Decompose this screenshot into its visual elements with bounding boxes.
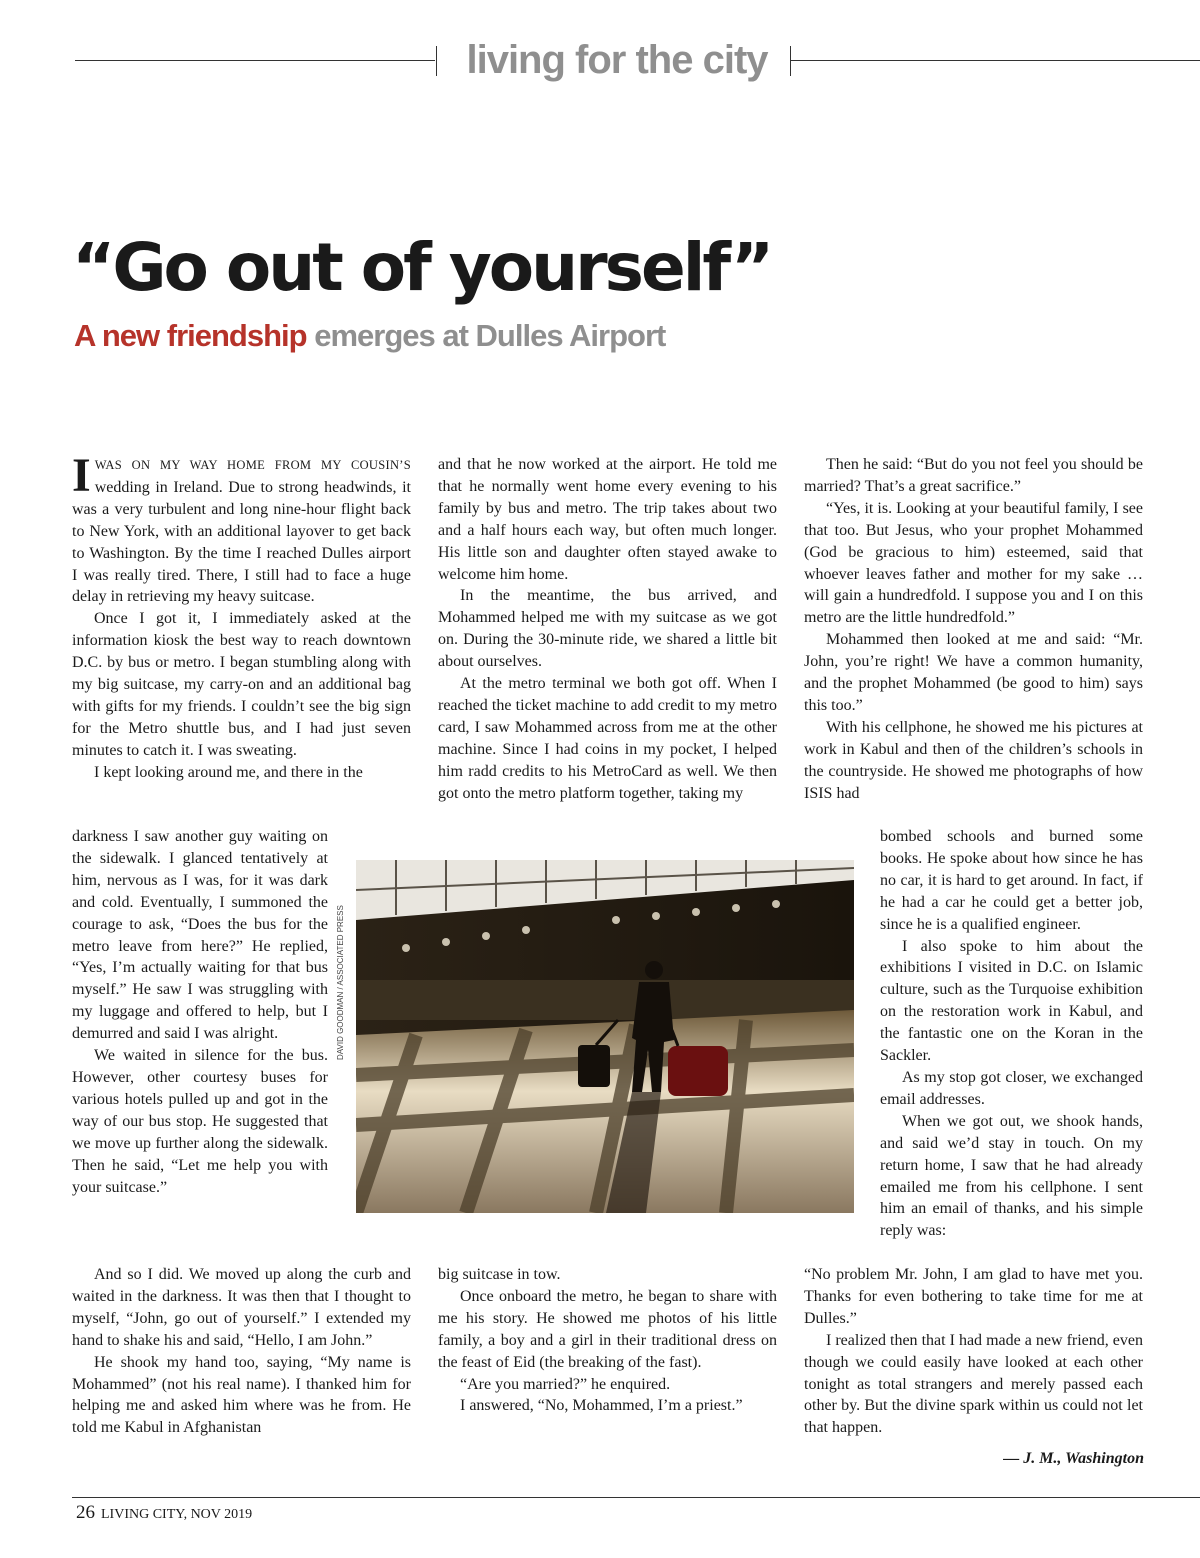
paragraph: I also spoke to him about the exhibitions I visited in D.C. on Islamic culture, such as the Turquoise exhibition on the restoration work in Kabul, and the fantastic one on the Koran in the Sackler. xyxy=(880,937,1143,1065)
header-rule-right xyxy=(791,60,1200,61)
paragraph: Mohammed then looked at me and said: “Mr. John, you’re right! We have a common humanity, and the prophet Mohammed (be good to him) says this too.” xyxy=(804,631,1143,714)
column-3-bottom xyxy=(804,1264,1143,1439)
subtitle-highlight: A new friendship xyxy=(74,318,307,353)
lead-text: wedding in Ireland. Due to strong headwinds, it was a very turbulent and long nine-hour flight back to New York, with an additional layover to get back to Washington. By the time I reached Dulles airport I was really tired. There, I still had to face a huge delay in retrieving my heavy suitcase. xyxy=(72,478,411,606)
footer-rule xyxy=(72,1497,1200,1498)
page-number: 26 xyxy=(76,1502,95,1523)
paragraph-continued: bombed schools and burned some books. He spoke about how since he has no car, it is hard to get around. In fact, if he had a car he could get a better job, since he is a qualified engineer. xyxy=(880,828,1143,933)
paragraph: I answered, “No, Mohammed, I’m a priest.” xyxy=(460,1397,743,1415)
paragraph-continued: and that he now worked at the airport. He told me that he normally went home every evening to his family by bus and metro. The trip takes about two and a half hours each way, but often much longer. His little son and daughter often stayed awake to welcome him home. xyxy=(438,456,777,583)
paragraph: As my stop got closer, we exchanged email addresses. xyxy=(880,1068,1143,1108)
airport-traveler-photo xyxy=(356,860,854,1213)
paragraph-continued: darkness I saw another guy waiting on the sidewalk. I glanced tentatively at him, nervous as I was, for it was dark and cold. Eventually, I summoned the courage to ask, “Does the bus for the metro leave from here?” He replied, “Yes, I’m actually waiting for that bus myself.” He saw I was struggling with my luggage and offered to help, but I demurred and said I was alright. xyxy=(72,828,328,1043)
paragraph: I kept looking around me, and there in the xyxy=(94,763,363,781)
column-1-narrow xyxy=(72,826,328,1198)
page-footer xyxy=(76,1502,252,1524)
column-3-top xyxy=(804,454,1143,805)
paragraph: When we got out, we shook hands, and said we’d stay in touch. On my return home, I saw that he had already emailed me from his cellphone. I sent him an email of thanks, and his simple reply was: xyxy=(880,1112,1143,1240)
lead-smallcaps: WAS ON MY WAY HOME FROM MY COUSIN’S xyxy=(94,458,411,472)
column-2-top xyxy=(438,454,777,805)
lead-paragraph xyxy=(72,449,411,608)
column-1-top xyxy=(72,449,411,784)
header-tick-left xyxy=(436,46,437,76)
header-tick-right xyxy=(790,46,791,76)
article-subtitle xyxy=(74,316,665,356)
paragraph: With his cellphone, he showed me his pictures at work in Kabul and then of the children’s schools in the countryside. He showed me photographs of how ISIS had xyxy=(804,718,1143,802)
publication-name: LIVING CITY, NOV 2019 xyxy=(101,1507,253,1522)
photo-illustration xyxy=(356,860,854,1213)
column-1-bottom xyxy=(72,1264,411,1439)
column-3-narrow xyxy=(880,826,1143,1242)
paragraph: Once onboard the metro, he began to share with me his story. He showed me photos of his little family, a boy and a girl in their traditional dress on the feast of Eid (the breaking of the fast). xyxy=(438,1287,777,1371)
subtitle-rest: emerges at Dulles Airport xyxy=(314,318,666,353)
paragraph: “Yes, it is. Looking at your beautiful family, I see that too. But Jesus, who your prophet Mohammed (God be gracious to him) esteemed, said that whoever leaves father and mother for my sake … will gain a hundredfold. I suppose you and I on this metro are the little hundredfold.” xyxy=(804,499,1143,627)
header-rule-left xyxy=(75,60,435,61)
author-signature: — J. M., Washington xyxy=(1003,1450,1144,1467)
paragraph: And so I did. We moved up along the curb and waited in the darkness. It was then that I thought to myself, “John, go out of yourself.” I extended my hand to shake his and said, “Hello, I am John.” xyxy=(72,1266,411,1349)
paragraph: He shook my hand too, saying, “My name is Mohammed” (not his real name). I thanked him for helping me and asked him where was he from. He told me Kabul in Afghanistan xyxy=(72,1353,411,1437)
paragraph: I realized then that I had made a new friend, even though we could easily have looked at each other tonight as total strangers and merely passed each other by. But the divine spark within us could not let that happen. xyxy=(804,1331,1143,1437)
article-title: “Go out of yourself” xyxy=(72,229,772,306)
paragraph: Then he said: “But do you not feel you should be married? That’s a great sacrifice.” xyxy=(804,456,1143,495)
section-title: living for the city xyxy=(466,38,768,82)
column-2-bottom xyxy=(438,1264,777,1417)
paragraph: We waited in silence for the bus. However, other courtesy buses for various hotels pulled up and got in the way of our bus stop. He suggested that we move up further along the sidewalk. Then he said, “Let me help you with your suitcase.” xyxy=(72,1047,328,1196)
drop-cap: I xyxy=(72,449,91,502)
paragraph-continued: big suitcase in tow. xyxy=(438,1266,561,1283)
paragraph: At the metro terminal we both got off. When I reached the ticket machine to add credit to my metro card, I saw Mohammed across from me at the other machine. Since I had coins in my pocket, I helped him radd credits to his MetroCard as well. We then got onto the metro platform together, taking my xyxy=(438,675,777,802)
paragraph: Once I got it, I immediately asked at the information kiosk the best way to reach downtown D.C. by bus or metro. I began stumbling along with my big suitcase, my carry-on and an additional bag with gifts for my friends. I couldn’t see the big sign for the Metro shuttle bus, and I had just seven minutes to catch it. I was sweating. xyxy=(72,610,411,759)
paragraph: “Are you married?” he enquired. xyxy=(460,1375,671,1393)
paragraph-continued: “No problem Mr. John, I am glad to have met you. Thanks for even bothering to take time for me at Dulles.” xyxy=(804,1266,1143,1327)
paragraph: In the meantime, the bus arrived, and Mohammed helped me with my suitcase as we got on. During the 30-minute ride, we shared a little bit about ourselves. xyxy=(438,587,777,671)
photo-credit: DAVID GOODMAN / ASSOCIATED PRESS xyxy=(336,905,345,1060)
